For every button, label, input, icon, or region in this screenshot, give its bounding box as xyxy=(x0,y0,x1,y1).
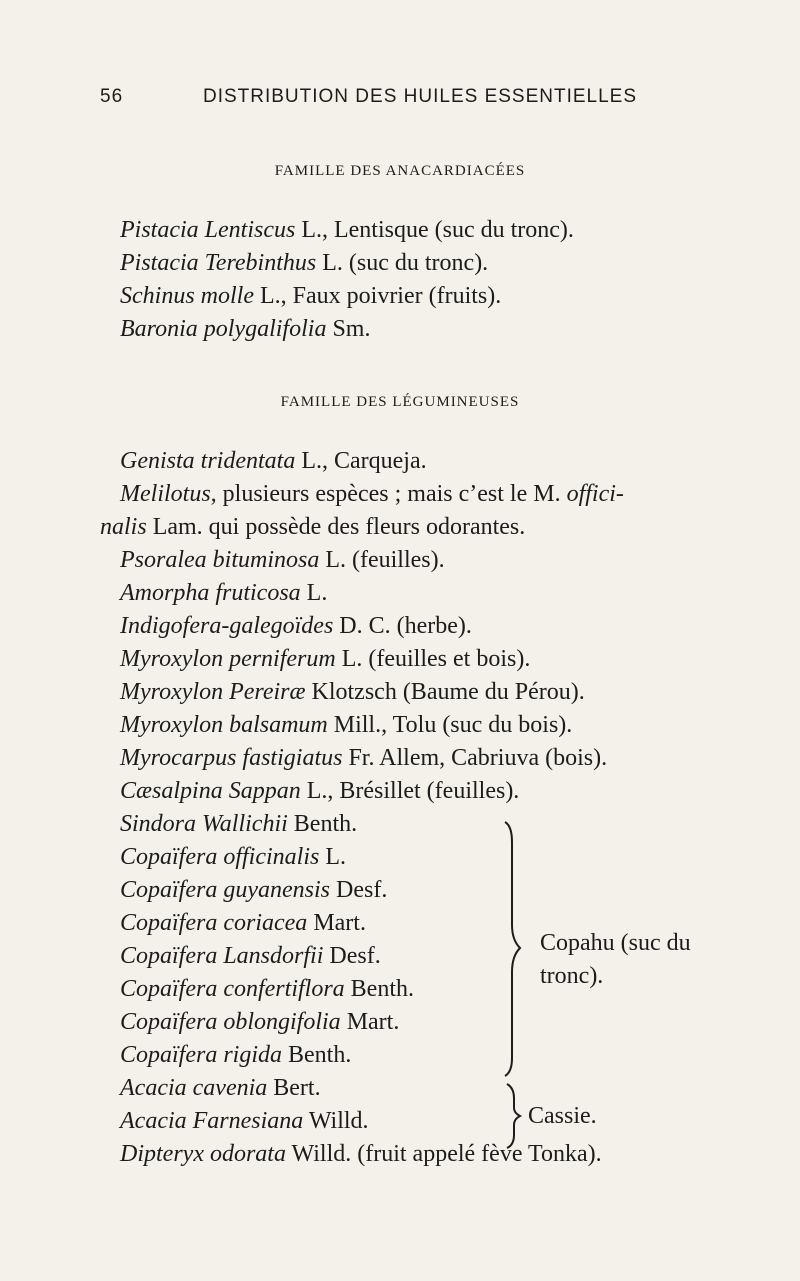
entry-pistacia-lentiscus: Pistacia Lentiscus L., Lentisque (suc du tronc). xyxy=(120,217,574,243)
entry-copaifera-officinalis: Copaïfera officinalis L. xyxy=(120,844,347,870)
entry-copaifera-guyanensis: Copaïfera guyanensis Desf. xyxy=(120,877,388,903)
entry-melilotus-continued: nalis Lam. qui possède des fleurs odorantes. xyxy=(100,514,526,540)
entry-amorpha: Amorpha fruticosa L. xyxy=(120,580,328,606)
entry-myrocarpus: Myrocarpus fastigiatus Fr. Allem, Cabriuva (bois). xyxy=(120,745,608,771)
cassie-label: Cassie. xyxy=(528,1103,597,1129)
entry-copaifera-confertiflora: Copaïfera confertiflora Benth. xyxy=(120,976,414,1002)
copahu-label-continued: tronc). xyxy=(540,963,604,989)
entry-baronia: Baronia polygalifolia Sm. xyxy=(120,316,371,342)
copahu-brace xyxy=(505,822,520,1076)
copahu-label: Copahu (suc du xyxy=(540,930,691,956)
entry-myroxylon-perniferum: Myroxylon perniferum L. (feuilles et bois). xyxy=(120,646,531,672)
entry-myroxylon-pereirae: Myroxylon Pereiræ Klotzsch (Baume du Pérou). xyxy=(120,679,585,705)
entry-melilotus: Melilotus, plusieurs espèces ; mais c’est le M. offici- xyxy=(120,481,624,507)
entry-schinus-molle: Schinus molle L., Faux poivrier (fruits). xyxy=(120,283,502,309)
entry-copaifera-coriacea: Copaïfera coriacea Mart. xyxy=(120,910,366,936)
entry-pistacia-terebinthus: Pistacia Terebinthus L. (suc du tronc). xyxy=(120,250,489,276)
entry-copaifera-rigida: Copaïfera rigida Benth. xyxy=(120,1042,352,1068)
running-title: DISTRIBUTION DES HUILES ESSENTIELLES xyxy=(202,86,638,107)
entry-psoralea: Psoralea bituminosa L. (feuilles). xyxy=(120,547,445,573)
cassie-brace xyxy=(507,1084,520,1148)
entry-genista: Genista tridentata L., Carqueja. xyxy=(120,448,427,474)
section-title-legumineuses: FAMILLE DES LÉGUMINEUSES xyxy=(280,394,520,410)
entry-dipteryx: Dipteryx odorata Willd. (fruit appelé fève Tonka). xyxy=(120,1141,602,1167)
entry-caesalpina: Cæsalpina Sappan L., Brésillet (feuilles). xyxy=(120,778,520,804)
entry-copaifera-oblongifolia: Copaïfera oblongifolia Mart. xyxy=(120,1009,400,1035)
entry-copaifera-lansdorfii: Copaïfera Lansdorfii Desf. xyxy=(120,943,381,969)
section-title-anacardiacees: FAMILLE DES ANACARDIACÉES xyxy=(274,163,526,179)
entry-acacia-cavenia: Acacia cavenia Bert. xyxy=(120,1075,321,1101)
entry-indigofera: Indigofera-galegoïdes D. C. (herbe). xyxy=(120,613,472,639)
entry-myroxylon-balsamum: Myroxylon balsamum Mill., Tolu (suc du bois). xyxy=(120,712,573,738)
entry-sindora: Sindora Wallichii Benth. xyxy=(120,811,358,837)
page-number: 56 xyxy=(100,86,124,107)
entry-acacia-farnesiana: Acacia Farnesiana Willd. xyxy=(120,1108,369,1134)
